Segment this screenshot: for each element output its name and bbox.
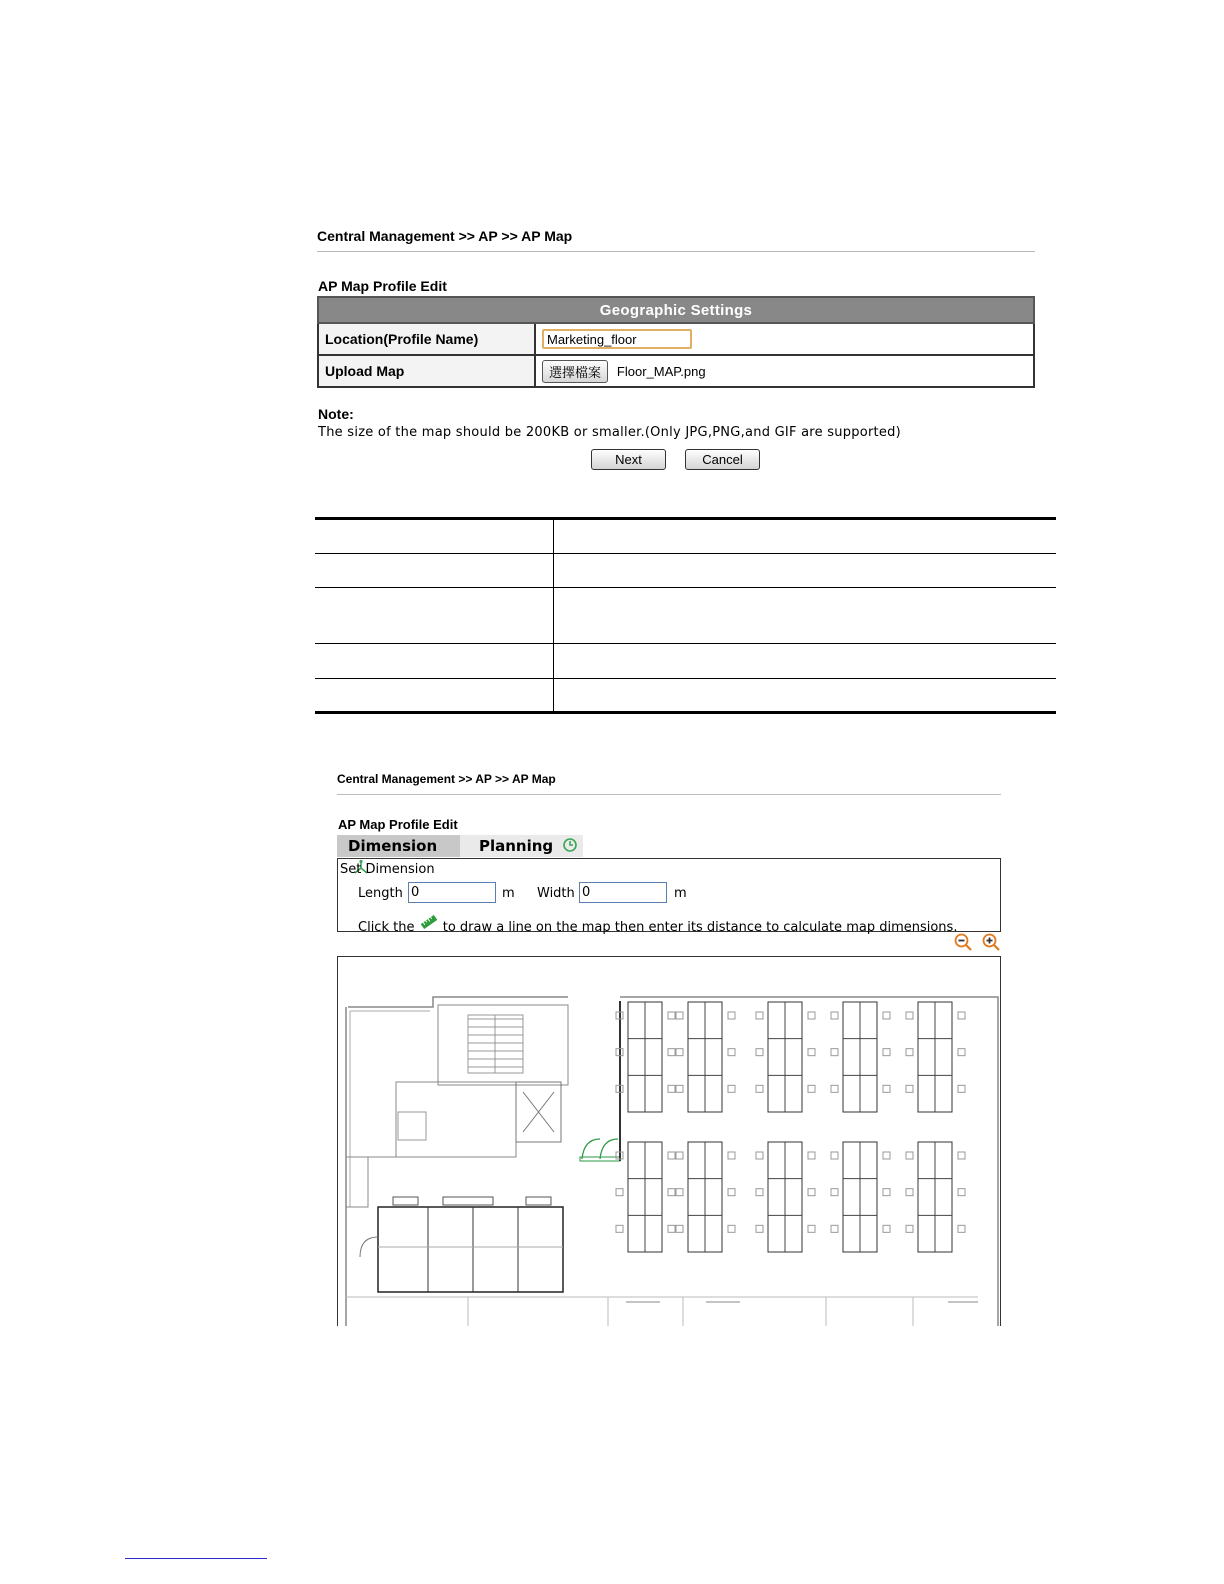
floor-map[interactable] (337, 956, 1001, 1326)
breadcrumb: Central Management >> AP >> AP Map (317, 228, 573, 244)
table-rule (315, 553, 1056, 554)
width-label: Width (537, 886, 575, 901)
description-table (315, 517, 1056, 714)
tab-planning[interactable] (479, 835, 578, 857)
width-unit: m (674, 886, 687, 901)
floor-plan-image (338, 957, 1001, 1326)
geographic-settings-table (317, 296, 1035, 388)
cancel-button[interactable]: Cancel (685, 449, 760, 470)
hint-text (358, 915, 957, 935)
ruler-icon[interactable] (419, 915, 439, 929)
tab-label: Planning (479, 837, 554, 855)
note-title: Note: (318, 406, 354, 422)
note-text: The size of the map should be 200KB or smaller.(Only JPG,PNG,and GIF are supported) (318, 425, 901, 440)
divider (317, 251, 1035, 252)
tab-dimension[interactable] (337, 835, 460, 857)
location-label: Location(Profile Name) (318, 323, 535, 355)
table-row (318, 355, 1034, 387)
table-rule (315, 587, 1056, 588)
table-rule (315, 643, 1056, 644)
file-name: Floor_MAP.png (616, 363, 706, 379)
table-header: Geographic Settings (318, 297, 1034, 323)
next-button[interactable]: Next (591, 449, 666, 470)
table-rule (315, 711, 1056, 714)
section-title: AP Map Profile Edit (318, 278, 447, 294)
section-title: AP Map Profile Edit (338, 817, 458, 832)
upload-cell (535, 355, 1034, 387)
table-rule (315, 678, 1056, 679)
set-dimension-title: Set Dimension (340, 862, 435, 877)
choose-file-button[interactable]: 選擇檔案 (542, 360, 608, 383)
location-cell (535, 323, 1034, 355)
set-dimension-panel (337, 858, 1001, 935)
divider (337, 794, 1001, 795)
table-row (318, 323, 1034, 355)
tab-bar (337, 835, 583, 857)
column-divider (553, 517, 554, 714)
width-input[interactable] (579, 882, 667, 903)
footer-link-line (125, 1558, 267, 1559)
hint-before: Click the (358, 920, 415, 935)
location-input[interactable] (542, 329, 692, 349)
breadcrumb: Central Management >> AP >> AP Map (337, 772, 556, 786)
table-rule (315, 517, 1056, 520)
clock-icon (562, 837, 578, 853)
hint-after: to draw a line on the map then enter its distance to calculate map dimensions. (442, 920, 958, 935)
length-input[interactable] (408, 882, 496, 903)
upload-map-label: Upload Map (318, 355, 535, 387)
tab-label: Dimension (348, 837, 438, 855)
zoom-in-icon[interactable] (982, 933, 1000, 951)
length-unit: m (502, 886, 515, 901)
length-label: Length (358, 886, 403, 901)
zoom-out-icon[interactable] (954, 933, 972, 951)
